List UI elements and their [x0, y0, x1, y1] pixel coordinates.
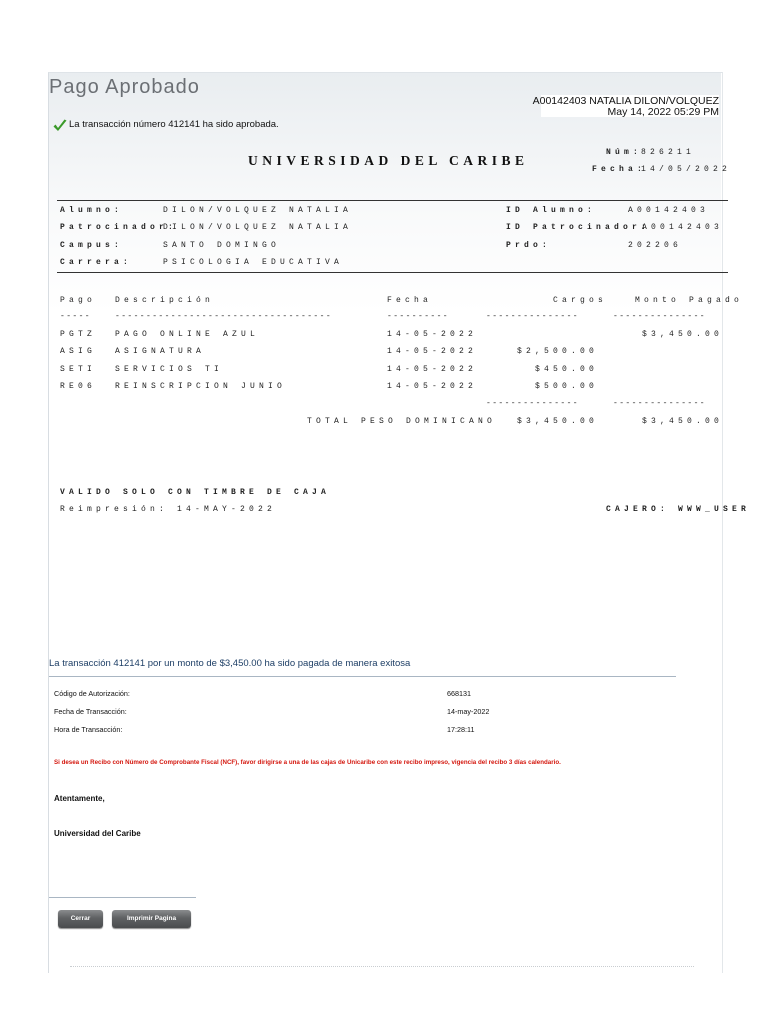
id-patrocinador-label: ID Patrocinador:: [506, 223, 651, 232]
divider-bottom: [57, 272, 728, 273]
carrera-label: Carrera:: [60, 258, 133, 267]
row-descripcion: ASIGNATURA: [115, 347, 206, 356]
page-title: Pago Aprobado: [49, 76, 200, 98]
num-value: 826211: [641, 148, 696, 157]
id-alumno-label: ID Alumno:: [506, 206, 597, 215]
dash-total-cargos: ---------------: [486, 399, 580, 408]
carrera-value: PSICOLOGIA EDUCATIVA: [163, 258, 344, 267]
checkmark-icon: [52, 118, 68, 134]
fecha-label: Fecha:: [592, 165, 647, 174]
campus-label: Campus:: [60, 241, 124, 250]
dash-pago: -----: [60, 312, 92, 321]
alumno-value: DILON/VOLQUEZ NATALIA: [163, 206, 353, 215]
print-button[interactable]: Imprimir Pagina: [112, 910, 191, 928]
footer-divider: [70, 966, 694, 967]
total-monto: $3,450.00: [641, 417, 723, 426]
row-pago: SETI: [60, 365, 97, 374]
id-patrocinador-value: A00142403: [642, 223, 724, 232]
signature-text: Universidad del Caribe: [54, 829, 141, 838]
row-fecha: 14-05-2022: [387, 330, 478, 339]
num-label: Núm:: [606, 148, 643, 157]
cajero-note: CAJERO: WWW_USER: [606, 505, 751, 514]
session-datetime: May 14, 2022 05:29 PM: [607, 106, 719, 118]
dash-cargos: ---------------: [486, 312, 580, 321]
patrocinador-value: DILON/VOLQUEZ NATALIA: [163, 223, 353, 232]
summary-divider: [49, 676, 676, 677]
col-descripcion: Descripción: [115, 296, 215, 305]
row-fecha: 14-05-2022: [387, 347, 478, 356]
patrocinador-label: Patrocinador:: [60, 223, 178, 232]
row-cargos: $2,500.00: [516, 347, 598, 356]
ncf-notice: Si desea un Recibo con Número de Comprobante Fiscal (NCF), favor dirigirse a una de las cajas de Unicaribe con este recibo impreso, vigencia del recibo 3 días calendario.: [54, 759, 561, 766]
row-descripcion: SERVICIOS TI: [115, 365, 224, 374]
content-panel: [48, 72, 723, 973]
dash-descripcion: -----------------------------------: [115, 312, 333, 321]
prdo-label: Prdo:: [506, 241, 552, 250]
col-monto: Monto Pagado: [635, 296, 744, 305]
fecha-transaccion-label: Fecha de Transacción:: [54, 707, 127, 716]
dash-fecha: ----------: [387, 312, 450, 321]
valido-note: VALIDO SOLO CON TIMBRE DE CAJA: [60, 488, 331, 497]
id-alumno-value: A00142403: [628, 206, 710, 215]
row-cargos: $450.00: [534, 365, 598, 374]
hora-transaccion-label: Hora de Transacción:: [54, 725, 123, 734]
buttons-divider: [49, 897, 196, 898]
divider-top: [57, 200, 728, 201]
approved-message: La transacción número 412141 ha sido aprobada.: [69, 119, 279, 130]
row-pago: PGTZ: [60, 330, 97, 339]
user-name: A00142403 NATALIA DILON/VOLQUEZ: [532, 95, 719, 107]
fecha-value: 14/05/2022: [641, 165, 732, 174]
alumno-label: Alumno:: [60, 206, 124, 215]
fecha-transaccion-value: 14-may-2022: [447, 707, 490, 716]
row-cargos: $500.00: [534, 382, 598, 391]
university-name: UNIVERSIDAD DEL CARIBE: [248, 153, 529, 168]
codigo-value: 668131: [447, 689, 471, 698]
row-fecha: 14-05-2022: [387, 382, 478, 391]
row-descripcion: REINSCRIPCION JUNIO: [115, 382, 287, 391]
total-cargos: $3,450.00: [516, 417, 598, 426]
col-fecha: Fecha: [387, 296, 433, 305]
dash-monto: ---------------: [613, 312, 707, 321]
codigo-label: Código de Autorización:: [54, 689, 130, 698]
col-cargos: Cargos: [553, 296, 608, 305]
closing-text: Atentamente,: [54, 794, 105, 803]
close-button[interactable]: Cerrar: [58, 910, 103, 928]
row-descripcion: PAGO ONLINE AZUL: [115, 330, 260, 339]
row-pago: ASIG: [60, 347, 97, 356]
row-pago: RE06: [60, 382, 97, 391]
hora-transaccion-value: 17:28:11: [447, 725, 475, 734]
prdo-value: 202206: [628, 241, 683, 250]
payment-success-note: La transacción 412141 por un monto de $3,450.00 ha sido pagada de manera exitosa: [49, 658, 411, 669]
campus-value: SANTO DOMINGO: [163, 241, 281, 250]
total-label: TOTAL PESO DOMINICANO: [307, 417, 497, 426]
reimpresion-note: Reimpresión: 14-MAY-2022: [60, 505, 277, 514]
row-fecha: 14-05-2022: [387, 365, 478, 374]
col-pago: Pago: [60, 296, 97, 305]
row-monto: $3,450.00: [641, 330, 723, 339]
dash-total-monto: ---------------: [613, 399, 707, 408]
